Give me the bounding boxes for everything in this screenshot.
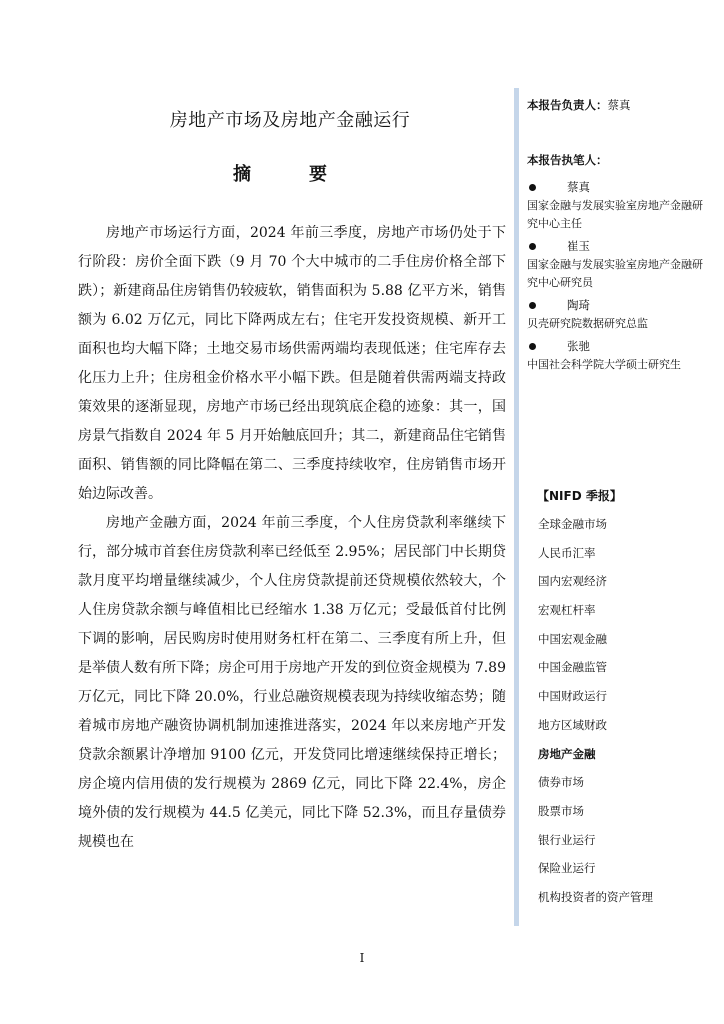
abstract-body xyxy=(78,219,506,857)
nifd-series-item[interactable]: 股票市场 xyxy=(538,803,584,818)
nifd-series-item[interactable]: 中国宏观金融 xyxy=(538,631,607,646)
author-title: 贝壳研究院数据研究总监 xyxy=(527,317,648,330)
author-title: 国家金融与发展实验室房地产金融研究中心研究员 xyxy=(527,258,703,289)
author-name-text: 张驰 xyxy=(567,339,590,353)
nifd-series-item[interactable]: 全球金融市场 xyxy=(538,517,607,531)
author-title: 中国社会科学院大学硕士研究生 xyxy=(527,358,681,371)
nifd-series-item[interactable]: 中国金融监管 xyxy=(538,660,607,675)
nifd-series-item[interactable]: 地方区域财政 xyxy=(538,717,607,732)
bullet-icon xyxy=(529,343,536,350)
nifd-series-item[interactable]: 机构投资者的资产管理 xyxy=(538,889,653,904)
authors-label: 本报告执笔人： xyxy=(527,153,608,167)
nifd-series-item[interactable]: 中国财政运行 xyxy=(538,689,607,704)
author-title: 国家金融与发展实验室房地产金融研究中心主任 xyxy=(527,199,703,230)
nifd-series-item[interactable]: 保险业运行 xyxy=(538,861,596,876)
author-name-text: 陶琦 xyxy=(567,298,590,312)
sidebar-divider xyxy=(514,88,519,926)
page-number: I xyxy=(359,951,365,965)
abstract-heading: 摘 要 xyxy=(233,164,347,185)
author-name-text: 蔡真 xyxy=(567,180,590,194)
nifd-series-item[interactable]: 债券市场 xyxy=(538,775,584,790)
responsible-name: 蔡真 xyxy=(607,98,631,112)
responsible-line xyxy=(527,96,705,115)
paragraph-finance: 房地产金融方面，2024 年前三季度，个人住房贷款利率继续下行，部分城市首套住房贷款利率已经低至 2.95%；居民部门中长期贷款月度平均增量继续减少，个人住房贷款提前还贷规模依然较大，个人住房贷款余额与峰值相比已经缩水 1.38 万亿元；受最低首付比例下调的影响，居民购房时使用财务杠杆在第二、三季度有所上升，但是举债人数有所下降；房企可用于房地产开发的到位资金规模为 7.89 万亿元，同比下降 20.0%，行业总融资规模表现为持续收缩态势；随着城市房地产融资协调机制加速推进落实，2024 年以来房地产开发贷款余额累计净增加 9100 亿元，开发贷同比增速继续保持正增长；房企境内信用债的发行规模为 2869 亿元，同比下降 22.4%，房企境外债的发行规模为 44.5 亿美元，同比下降 52.3%，而且存量债券规模也在 xyxy=(78,515,506,850)
author-name xyxy=(527,178,705,197)
nifd-series-item[interactable]: 人民币汇率 xyxy=(538,545,596,560)
nifd-series-item[interactable]: 宏观杠杆率 xyxy=(538,603,596,618)
report-title: 房地产市场及房地产金融运行 xyxy=(169,110,411,131)
nifd-header: 【NIFD 季报】 xyxy=(537,489,622,503)
bullet-icon xyxy=(529,184,536,191)
author-name xyxy=(527,296,705,315)
author-name-text: 崔玉 xyxy=(567,239,590,253)
sidebar xyxy=(527,96,705,378)
author-name xyxy=(527,337,705,356)
nifd-series-item[interactable]: 国内宏观经济 xyxy=(538,574,607,589)
bullet-icon xyxy=(529,302,536,309)
nifd-series-list xyxy=(538,514,708,916)
author-list xyxy=(527,178,705,374)
nifd-series-item[interactable]: 房地产金融 xyxy=(538,746,596,761)
responsible-label: 本报告负责人： xyxy=(527,98,608,112)
paragraph-market: 房地产市场运行方面，2024 年前三季度，房地产市场仍处于下行阶段：房价全面下跌（9 月 70 个大中城市的二手住房价格全部下跌）；新建商品住房销售仍较疲软，销售面积为 5.88 亿平方米，销售额为 6.02 万亿元，同比下降两成左右；住宅开发投资规模、新开工面积也均大幅下降；土地交易市场供需两端均表现低迷；住宅库存去化压力上升；住房租金价格水平小幅下跌。但是随着供需两端支持政策效果的逐渐显现，房地产市场已经出现筑底企稳的迹象：其一，国房景气指数自 2024 年 5 月开始触底回升；其二，新建商品住宅销售面积、销售额的同比降幅在第二、三季度持续收窄，住房销售市场开始边际改善。 xyxy=(78,225,506,502)
nifd-series-item[interactable]: 银行业运行 xyxy=(538,832,596,847)
bullet-icon xyxy=(529,243,536,250)
author-name xyxy=(527,237,705,256)
